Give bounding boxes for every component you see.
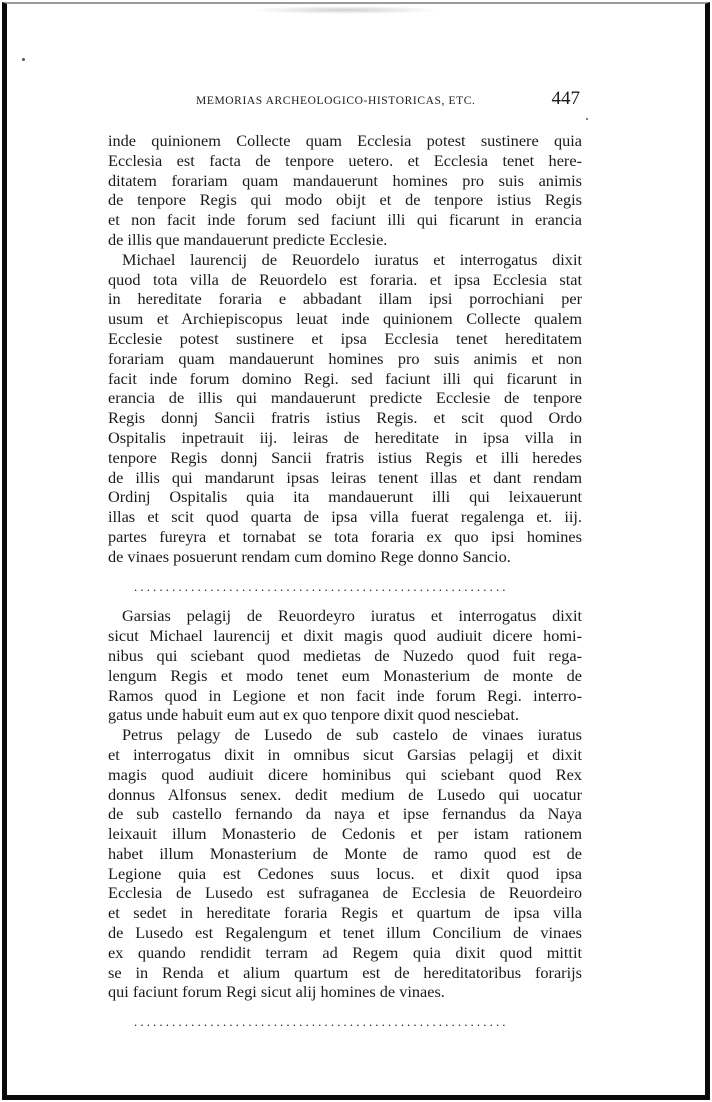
text-line: Petrus pelagy de Lusedo de sub castelo de vinaes iuratus: [122, 725, 582, 745]
scan-speck: [586, 118, 588, 120]
text-line: de sub castello fernando da naya et ipse fernandus da Naya: [108, 804, 582, 824]
spacer: [108, 596, 582, 606]
text-line: de illis que mandauerunt predicte Ecclesie.: [108, 229, 388, 249]
text-line: habet illum Monasterium de Monte de ramo quod est de: [108, 843, 582, 863]
text-line: in hereditate foraria e abbadant illam ipsi porrochiani per: [108, 289, 582, 309]
ellipsis-row: ...........................................................: [134, 1014, 509, 1030]
text-line: partes fureyra et tornabat se tota foraria ex quo ipsi homines: [108, 526, 582, 546]
spacer: [108, 567, 582, 577]
text-line: quod tota villa de Reuordelo est foraria. et ipsa Ecclesia stat: [108, 269, 582, 289]
ellipsis-row: ...........................................................: [134, 578, 509, 594]
text-line: de illis qui mandarunt ipsas leiras tenent illas et dant rendam: [108, 467, 582, 487]
text-line: usum et Archiepiscopus leuat inde quinionem Collecte qualem: [108, 309, 582, 329]
text-line: Ordinj Ospitalis quia ita mandauerunt illi qui leixauerunt: [108, 487, 582, 507]
text-line: Regis donnj Sancii fratris istius Regis. et scit quod Ordo: [108, 408, 582, 428]
spacer: [108, 1002, 582, 1012]
text-line: Ramos quod in Legione et non facit inde forum Regi. interro-: [108, 685, 582, 705]
text-line: ditatem forariam quam mandauerunt homines pro suis animis: [108, 170, 582, 190]
text-line: facit inde forum domino Regi. sed faciunt illi qui ficarunt in: [108, 368, 582, 388]
text-line: tenpore Regis donnj Sancii fratris istius Regis et illi heredes: [108, 447, 582, 467]
text-line: forariam quam mandauerunt homines pro suis animis et non: [108, 348, 582, 368]
text-line: sicut Michael laurencij et dixit magis quod audiuit dicere homi-: [108, 626, 582, 646]
text-line: donnus Alfonsus senex. dedit medium de Lusedo qui uocatur: [108, 784, 582, 804]
body-text: [108, 131, 582, 1032]
page-header: [108, 88, 582, 116]
text-line: ex quando rendidit terram ad Regem quia dixit quod mittit: [108, 942, 582, 962]
text-line: et interrogatus dixit in omnibus sicut Garsias pelagij et dixit: [108, 744, 582, 764]
text-line: Ecclesie potest sustinere et ipsa Ecclesia tenet hereditatem: [108, 328, 582, 348]
paragraph: [108, 606, 582, 725]
text-line: inde quinionem Collecte quam Ecclesia potest sustinere quia: [108, 131, 582, 150]
page-number: 447: [551, 88, 580, 109]
text-line: magis quod audiuit dicere hominibus qui sciebant quod Rex: [108, 764, 582, 784]
text-line: Ecclesia de Lusedo est sufraganea de Ecclesia de Reuordeiro: [108, 883, 582, 903]
text-line: et non facit inde forum sed faciunt illi qui ficarunt in erancia: [108, 210, 582, 230]
text-line: de vinaes posuerunt rendam cum domino Rege donno Sancio.: [108, 546, 511, 566]
text-line: et sedet in hereditate foraria Regis et quartum de ipsa villa: [108, 903, 582, 923]
paragraph: [108, 131, 582, 250]
text-line: Legione quia est Cedones suus locus. et dixit quod ipsa: [108, 863, 582, 883]
text-line: gatus unde habuit eum aut ex quo tenpore dixit quod nesciebat.: [108, 705, 519, 725]
text-line: nibus qui sciebant quod medietas de Nuzedo quod fuit rega-: [108, 645, 582, 665]
scan-speck: [22, 58, 25, 61]
text-line: qui faciunt forum Regi sicut alij homines de vinaes.: [108, 982, 445, 1002]
text-line: leixauit illum Monasterio de Cedonis et per istam rationem: [108, 824, 582, 844]
text-line: Garsias pelagij de Reuordeyro iuratus et interrogatus dixit: [122, 606, 582, 626]
text-line: se in Renda et alium quartum est de hereditatoribus forarijs: [108, 962, 582, 982]
text-line: lengum Regis et modo tenet eum Monasterium de monte de: [108, 665, 582, 685]
text-line: illas et scit quod quarta de ipsa villa fuerat regalenga et. iij.: [108, 507, 582, 527]
text-line: Michael laurencij de Reuordelo iuratus et interrogatus dixit: [122, 249, 582, 269]
paragraph: [108, 725, 582, 1002]
text-line: de tenpore Regis qui modo obijt et de tenpore istius Regis: [108, 190, 582, 210]
paragraph: [108, 250, 582, 567]
text-line: Ecclesia est facta de tenpore uetero. et Ecclesia tenet here-: [108, 150, 582, 170]
scan-smudge: [250, 6, 440, 14]
text-line: erancia de illis qui mandauerunt predicte Ecclesie de tenpore: [108, 388, 582, 408]
running-head: MEMORIAS ARCHEOLOGICO-HISTORICAS, ETC.: [196, 95, 476, 107]
text-line: Ospitalis inpetrauit iij. leiras de hereditate in ipsa villa in: [108, 427, 582, 447]
text-line: de Lusedo est Regalengum et tenet illum Concilium de vinaes: [108, 923, 582, 943]
